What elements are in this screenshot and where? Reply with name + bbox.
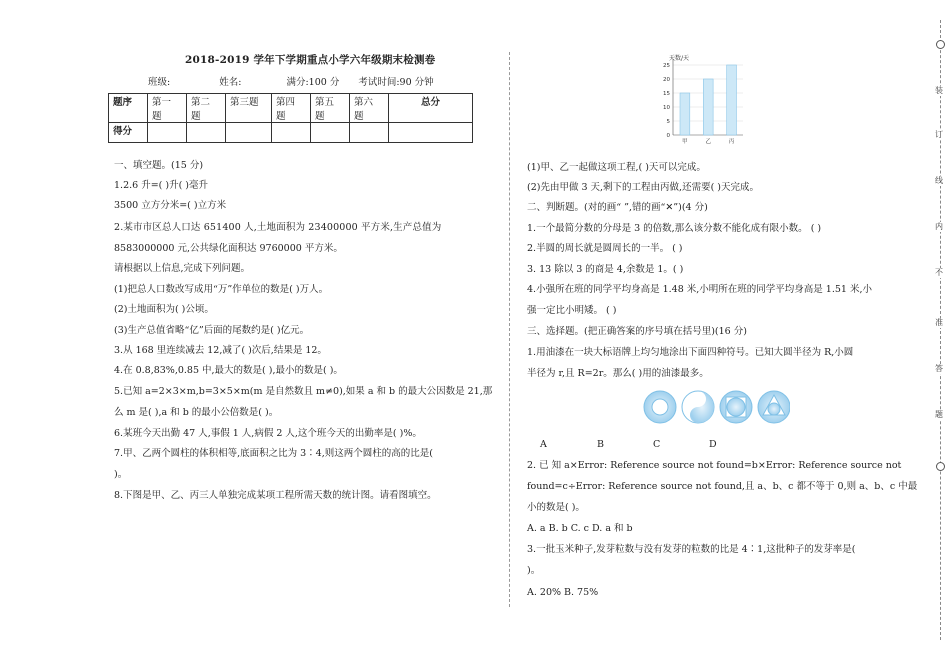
name-label: 姓名:: [219, 77, 242, 88]
full-score: 满分:100 分: [286, 77, 340, 88]
question-text: 1.2.6 升=( )升( )毫升: [114, 180, 209, 191]
question-text: (2)先由甲做 3 天,剩下的工程由丙做,还需要( )天完成。: [527, 182, 760, 193]
option-a-label: A: [540, 439, 547, 450]
binding-char: 内: [935, 222, 943, 231]
option-c-label: C: [653, 439, 661, 450]
bar-chart: [655, 52, 755, 147]
chart-ytick-label: 15: [663, 91, 670, 97]
question-text: 4.小强所在班的同学平均身高是 1.48 米,小明所在班的同学平均身高是 1.51 米,小: [527, 284, 872, 295]
option-b-label: B: [597, 439, 604, 450]
binding-char: 准: [935, 318, 943, 327]
binding-char: 装: [935, 86, 943, 95]
question-text: 3.一批玉米种子,发芽粒数与没有发芽的粒数的比是 4∶1,这批种子的发芽率是(: [527, 544, 856, 555]
table-header-cell: 第三题: [226, 94, 272, 123]
section-heading: 三、选择题。(把正确答案的序号填在括号里)(16 分): [527, 326, 747, 337]
question-text: 6.某班今天出勤 47 人,事假 1 人,病假 2 人,这个班今天的出勤率是( )%。: [114, 428, 422, 439]
question-text: 2.某市市区总人口达 651400 人,土地面积为 23400000 平方米,生产总值为: [114, 222, 442, 233]
binding-ring: [936, 462, 945, 471]
chart-xtick-label: 丙: [728, 139, 735, 145]
binding-char: 线: [935, 176, 943, 185]
question-text: found=c÷Error: Reference source not found,且 a、b、c 都不等于 0,则 a、b、c 中最: [527, 481, 918, 492]
binding-char: 答: [935, 364, 943, 373]
chart-ytick-label: 10: [663, 105, 670, 111]
question-text: 5.已知 a=2×3×m,b=3×5×m(m 是自然数且 m≠0),如果 a 和 b 的最大公因数是 21,那: [114, 386, 493, 397]
question-text: 小的数是( )。: [527, 502, 585, 513]
chart-ytick-label: 20: [663, 77, 670, 83]
question-text: 强一定比小明矮。 ( ): [527, 305, 617, 316]
chart-xtick-label: 乙: [705, 139, 711, 145]
symbol-b-figure: [682, 391, 714, 423]
chart-bar-乙: [703, 79, 713, 135]
table-header-cell: 第二 题: [187, 94, 226, 123]
question-text: (3)生产总值省略“亿”后面的尾数约是( )亿元。: [114, 325, 310, 336]
chart-xtick-label: 甲: [682, 139, 688, 145]
chart-ytick-label: 25: [663, 63, 670, 69]
score-cell[interactable]: [272, 123, 311, 143]
binding-ring: [936, 40, 945, 49]
symbol-a-figure: [644, 391, 676, 423]
score-cell[interactable]: [389, 123, 473, 143]
score-cell[interactable]: [350, 123, 389, 143]
class-label: 班级:: [148, 77, 171, 88]
question-text: )。: [527, 565, 541, 576]
question-text: 8583000000 元,公共绿化面积达 9760000 平方米。: [114, 243, 343, 254]
exam-info: [148, 74, 462, 88]
section-heading: 一、填空题。(15 分): [114, 160, 204, 171]
table-header-cell: 第四 题: [272, 94, 311, 123]
score-row-label: 得分: [109, 123, 148, 143]
table-header-cell: 第六 题: [350, 94, 389, 123]
binding-line: [940, 20, 941, 640]
table-header-cell: 第一 题: [148, 94, 187, 123]
question-text: 1.一个最简分数的分母是 3 的倍数,那么该分数不能化成有限小数。 ( ): [527, 223, 822, 234]
question-text: (1)把总人口数改写成用“万”作单位的数是( )万人。: [114, 284, 329, 295]
symbol-figures: [640, 388, 790, 428]
column-divider: [509, 52, 510, 607]
score-cell[interactable]: [148, 123, 187, 143]
binding-char: 订: [935, 130, 943, 139]
chart-bar-丙: [727, 65, 737, 135]
question-text: 2. 已 知 a×Error: Reference source not found=b×Error: Reference source not: [527, 460, 902, 471]
question-text: (1)甲、乙一起做这项工程,( )天可以完成。: [527, 162, 706, 173]
exam-time: 考试时间:90 分钟: [358, 77, 434, 88]
question-text: 2.半圆的周长就是圆周长的一半。 ( ): [527, 243, 683, 254]
symbol-c-figure: [720, 391, 752, 423]
question-text: 8.下图是甲、乙、丙三人单独完成某项工程所需天数的统计图。请看图填空。: [114, 490, 437, 501]
chart-ylabel: 天数/天: [669, 55, 690, 62]
score-cell[interactable]: [226, 123, 272, 143]
question-text: 7.甲、乙两个圆柱的体积相等,底面积之比为 3∶4,则这两个圆柱的高的比是(: [114, 448, 433, 459]
symbol-d-figure: [758, 391, 790, 423]
question-text: 半径为 r,且 R=2r。那么( )用的油漆最多。: [527, 368, 709, 379]
options-text: A. 20% B. 75%: [527, 587, 599, 598]
chart-bar-甲: [680, 93, 690, 135]
question-text: 3. 13 除以 3 的商是 4,余数是 1。( ): [527, 264, 684, 275]
question-text: )。: [114, 469, 128, 480]
question-text: 么 m 是( ),a 和 b 的最小公倍数是( )。: [114, 407, 279, 418]
chart-ytick-label: 0: [666, 133, 670, 139]
binding-char: 题: [935, 410, 943, 419]
table-header-cell: 题序: [109, 94, 148, 123]
question-text: 3500 立方分米=( )立方米: [114, 200, 227, 211]
option-d-label: D: [709, 439, 717, 450]
table-header-cell: 总分: [389, 94, 473, 123]
section-heading: 二、判断题。(对的画“ ”,错的画“✕”)(4 分): [527, 202, 708, 213]
page-title: 2018-2019 学年下学期重点小学六年级期末检测卷: [185, 54, 436, 66]
score-cell[interactable]: [187, 123, 226, 143]
table-header-cell: 第五 题: [311, 94, 350, 123]
binding-char: 不: [935, 268, 943, 277]
question-text: 3.从 168 里连续减去 12,减了( )次后,结果是 12。: [114, 345, 327, 356]
options-text: A. a B. b C. c D. a 和 b: [527, 523, 633, 534]
score-table: [108, 93, 473, 143]
question-text: 1.用油漆在一块大标语牌上均匀地涂出下面四种符号。已知大圆半径为 R,小圆: [527, 347, 854, 358]
question-text: 4.在 0.8,83%,0.85 中,最大的数是( ),最小的数是( )。: [114, 365, 343, 376]
question-text: 请根据以上信息,完成下列问题。: [114, 263, 251, 274]
chart-ytick-label: 5: [666, 119, 670, 125]
score-cell[interactable]: [311, 123, 350, 143]
question-text: (2)土地面积为( )公顷。: [114, 304, 214, 315]
